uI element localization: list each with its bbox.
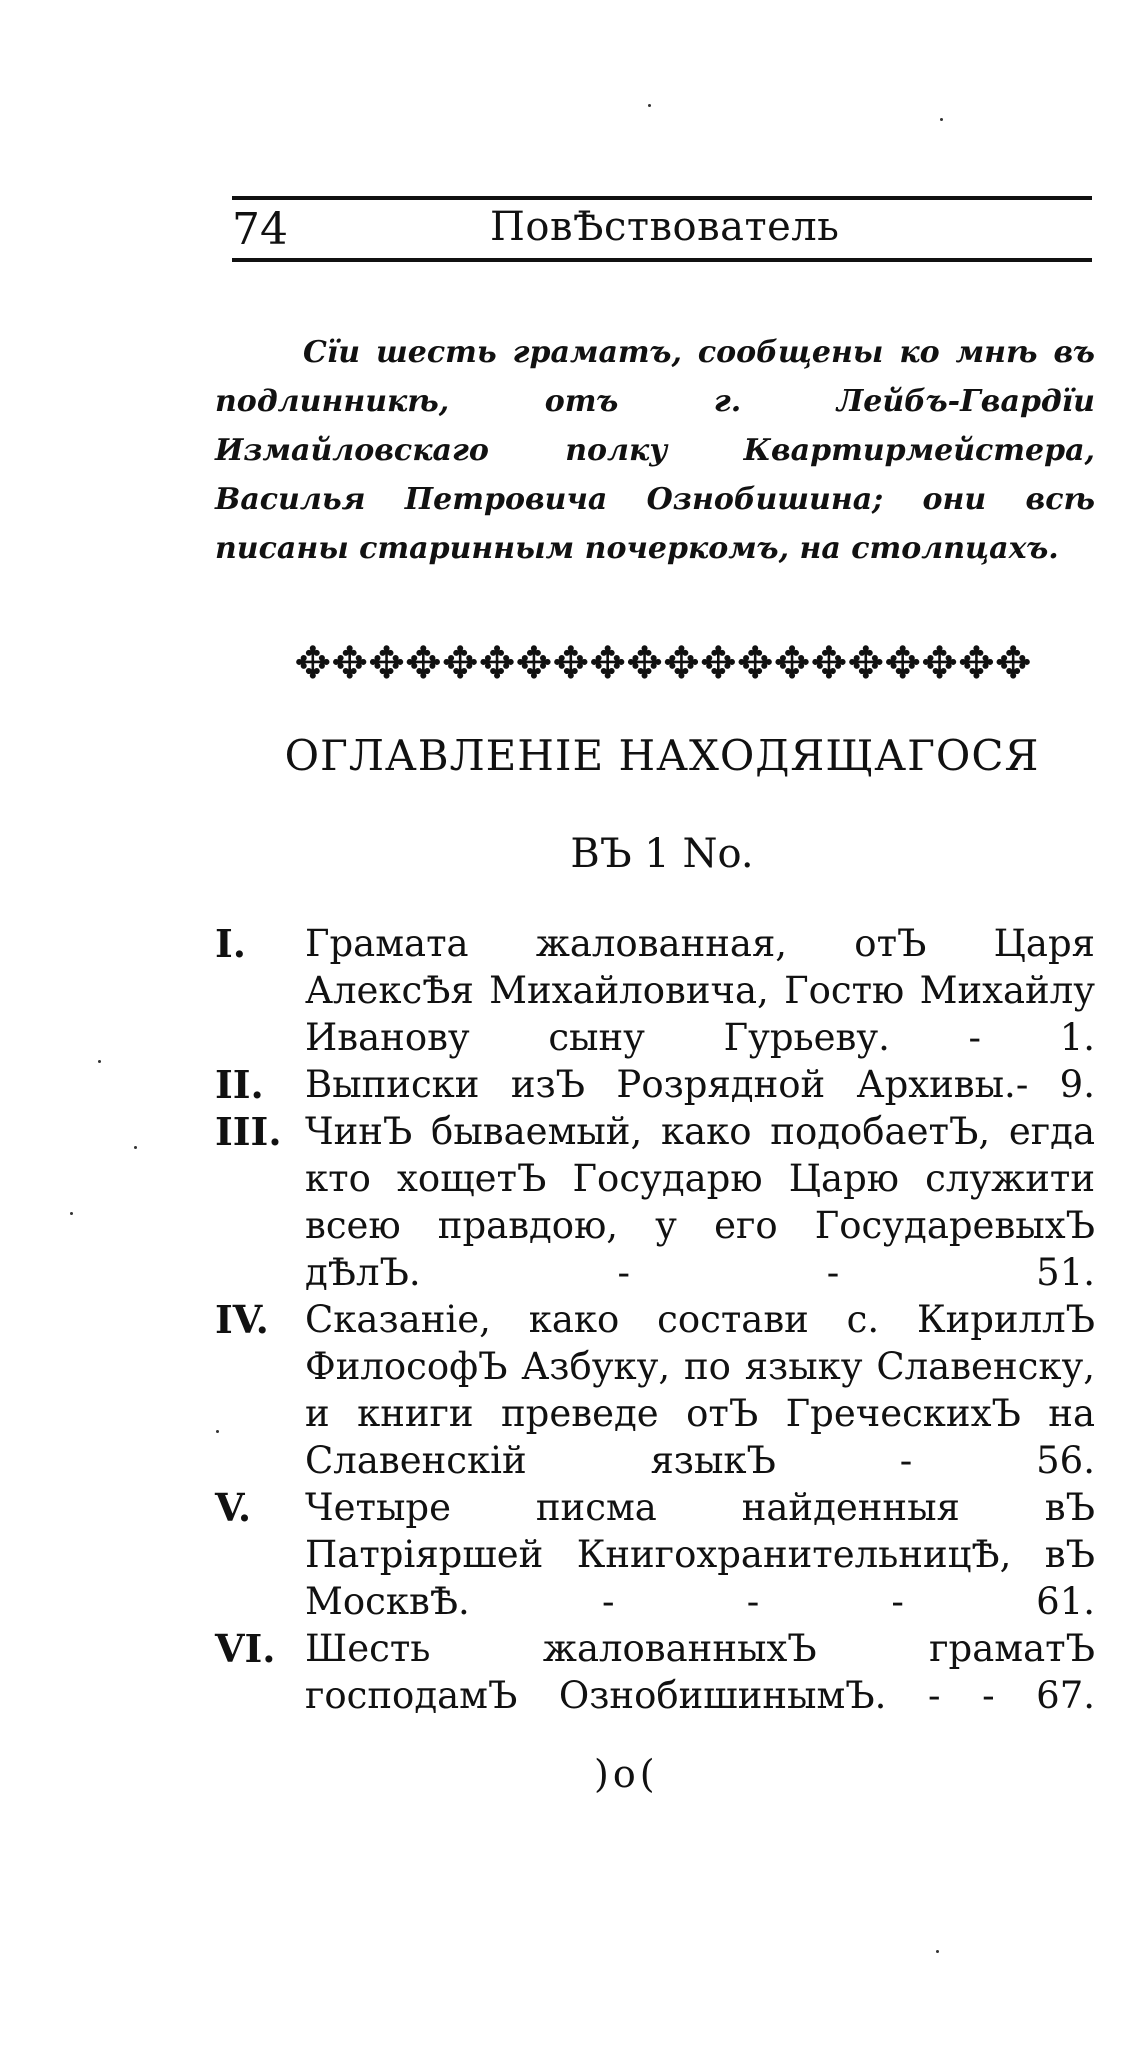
editorial-note: Сїи шесть граматъ, сообщены ко мнѣ въ подлинникѣ, отъ г. Лейбъ-Гвардїи Измайловскаго полку Квартирмейстера, Василья Петровича Ознобишина; они всѣ писаны старинным почеркомъ, на столпцахъ. xyxy=(215,335,1095,566)
toc-title: ОГЛАВЛЕНІЕ НАХОДЯЩАГОСЯ xyxy=(284,731,1040,780)
print-speck xyxy=(70,1212,73,1215)
header-rule-bottom xyxy=(232,258,1092,262)
toc-subtitle: ВЪ 1 No. xyxy=(570,831,754,877)
toc-entry xyxy=(215,1296,1095,1484)
print-speck xyxy=(134,1146,137,1149)
toc-entry-text: Грамата жалованная, отЪ Царя АлексѢя Михайловича, Гостю Михайлу Иванову сыну Гурьеву. - 1. xyxy=(305,922,1095,1059)
header-rule-top xyxy=(232,196,1092,200)
toc-entry-numeral: II. xyxy=(215,1062,264,1107)
toc-entry-text: Четыре писма найденныя вЪ Патріяршей КнигохранительницѢ, вЪ МосквѢ. - - - 61. xyxy=(305,1486,1095,1623)
print-speck xyxy=(940,118,943,121)
toc-entry-numeral: III. xyxy=(215,1109,282,1154)
toc-entry-text: Сказаніе, како состави с. КириллЪ ФилософЪ Азбуку, по языку Славенску, и книги преведе отЪ ГреческихЪ на Славенскій языкЪ - 56. xyxy=(305,1298,1095,1482)
toc-entry-numeral: I. xyxy=(215,921,247,966)
print-speck xyxy=(936,1950,939,1953)
running-head: ПовѢствователь xyxy=(490,204,840,250)
toc-entry-text: ЧинЪ бываемый, како подобаетЪ, егда кто хощетЪ Государю Царю служити всею правдою, у его ГосударевыхЪ дѢлЪ. - - 51. xyxy=(305,1110,1095,1294)
toc-entry-text: Шесть жалованныхЪ граматЪ господамЪ ОзнобишинымЪ. - - 67. xyxy=(305,1627,1095,1717)
toc-entry xyxy=(215,1108,1095,1296)
toc-entry-numeral: V. xyxy=(215,1485,252,1530)
toc-entry-numeral: VI. xyxy=(215,1626,276,1671)
ornament-divider: ✥✥✥✥✥✥✥✥✥✥✥✥✥✥✥✥✥✥✥✥ xyxy=(294,638,1032,689)
table-of-contents xyxy=(215,920,1095,1719)
print-speck xyxy=(98,1060,101,1063)
toc-entry-numeral: IV. xyxy=(215,1297,269,1342)
toc-entry xyxy=(215,920,1095,1061)
toc-entry-text: Выписки изЪ Розрядной Архивы.- 9. xyxy=(305,1063,1095,1106)
print-speck xyxy=(648,104,651,107)
footer-ornament-mark: )o( xyxy=(594,1752,659,1796)
page-number: 74 xyxy=(232,204,288,255)
toc-entry xyxy=(215,1484,1095,1625)
toc-entry xyxy=(215,1625,1095,1719)
toc-entry xyxy=(215,1061,1095,1108)
